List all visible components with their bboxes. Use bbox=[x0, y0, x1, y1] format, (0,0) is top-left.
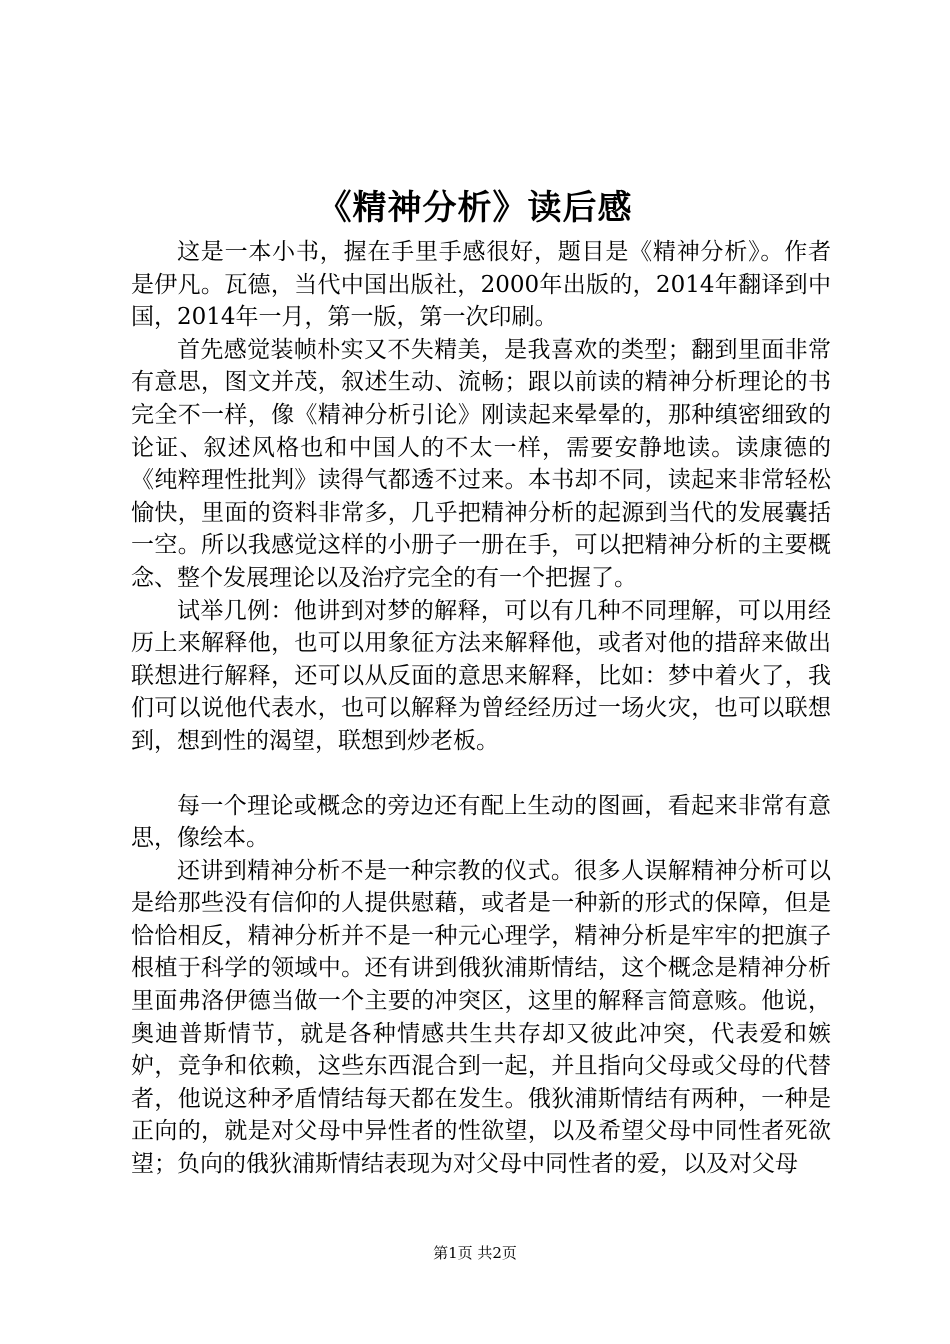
document-body bbox=[131, 236, 831, 1181]
document-title: 《精神分析》读后感 bbox=[317, 188, 633, 228]
paragraph: 试举几例：他讲到对梦的解释，可以有几种不同理解，可以用经历上来解释他，也可以用象征方法来解释他，或者对他的措辞来做出联想进行解释，还可以从反面的意思来解释，比如：梦中着火了，我们可以说他代表水，也可以解释为曾经经历过一场火灾，也可以联想到，想到性的渴望，联想到炒老板。 bbox=[131, 597, 831, 754]
paragraph: 还讲到精神分析不是一种宗教的仪式。很多人误解精神分析可以是给那些没有信仰的人提供慰藉，或者是一种新的形式的保障，但是恰恰相反，精神分析并不是一种元心理学，精神分析是牢牢的把旗子根植于科学的领域中。还有讲到俄狄浦斯情结，这个概念是精神分析里面弗洛伊德当做一个主要的冲突区，这里的解释言简意赅。他说，奥迪普斯情节，就是各种情感共生共存却又彼此冲突，代表爱和嫉妒，竞争和依赖，这些东西混合到一起，并且指向父母或父母的代替者，他说这种矛盾情结每天都在发生。俄狄浦斯情结有两种，一种是正向的，就是对父母中异性者的性欲望，以及希望父母中同性者死欲望；负向的俄狄浦斯情结表现为对父母中同性者的爱，以及对父母 bbox=[131, 857, 831, 1178]
paragraph: 这是一本小书，握在手里手感很好，题目是《精神分析》。作者是伊凡。瓦德，当代中国出版社，2000年出版的，2014年翻译到中国，2014年一月，第一版，第一次印刷。 bbox=[131, 239, 831, 331]
paragraph: 首先感觉装帧朴实又不失精美，是我喜欢的类型；翻到里面非常有意思，图文并茂，叙述生动、流畅；跟以前读的精神分析理论的书完全不一样，像《精神分析引论》刚读起来晕晕的，那种缜密细致的论证、叙述风格也和中国人的不太一样，需要安静地读。读康德的《纯粹理性批判》读得气都透不过来。本书却不同，读起来非常轻松愉快，里面的资料非常多，几乎把精神分析的起源到当代的发展囊括一空。所以我感觉这样的小册子一册在手，可以把精神分析的主要概念、整个发展理论以及治疗完全的有一个把握了。 bbox=[131, 336, 831, 591]
paragraph: 每一个理论或概念的旁边还有配上生动的图画，看起来非常有意思，像绘本。 bbox=[131, 792, 831, 852]
page-footer: 第1页 共2页 bbox=[433, 1244, 517, 1262]
